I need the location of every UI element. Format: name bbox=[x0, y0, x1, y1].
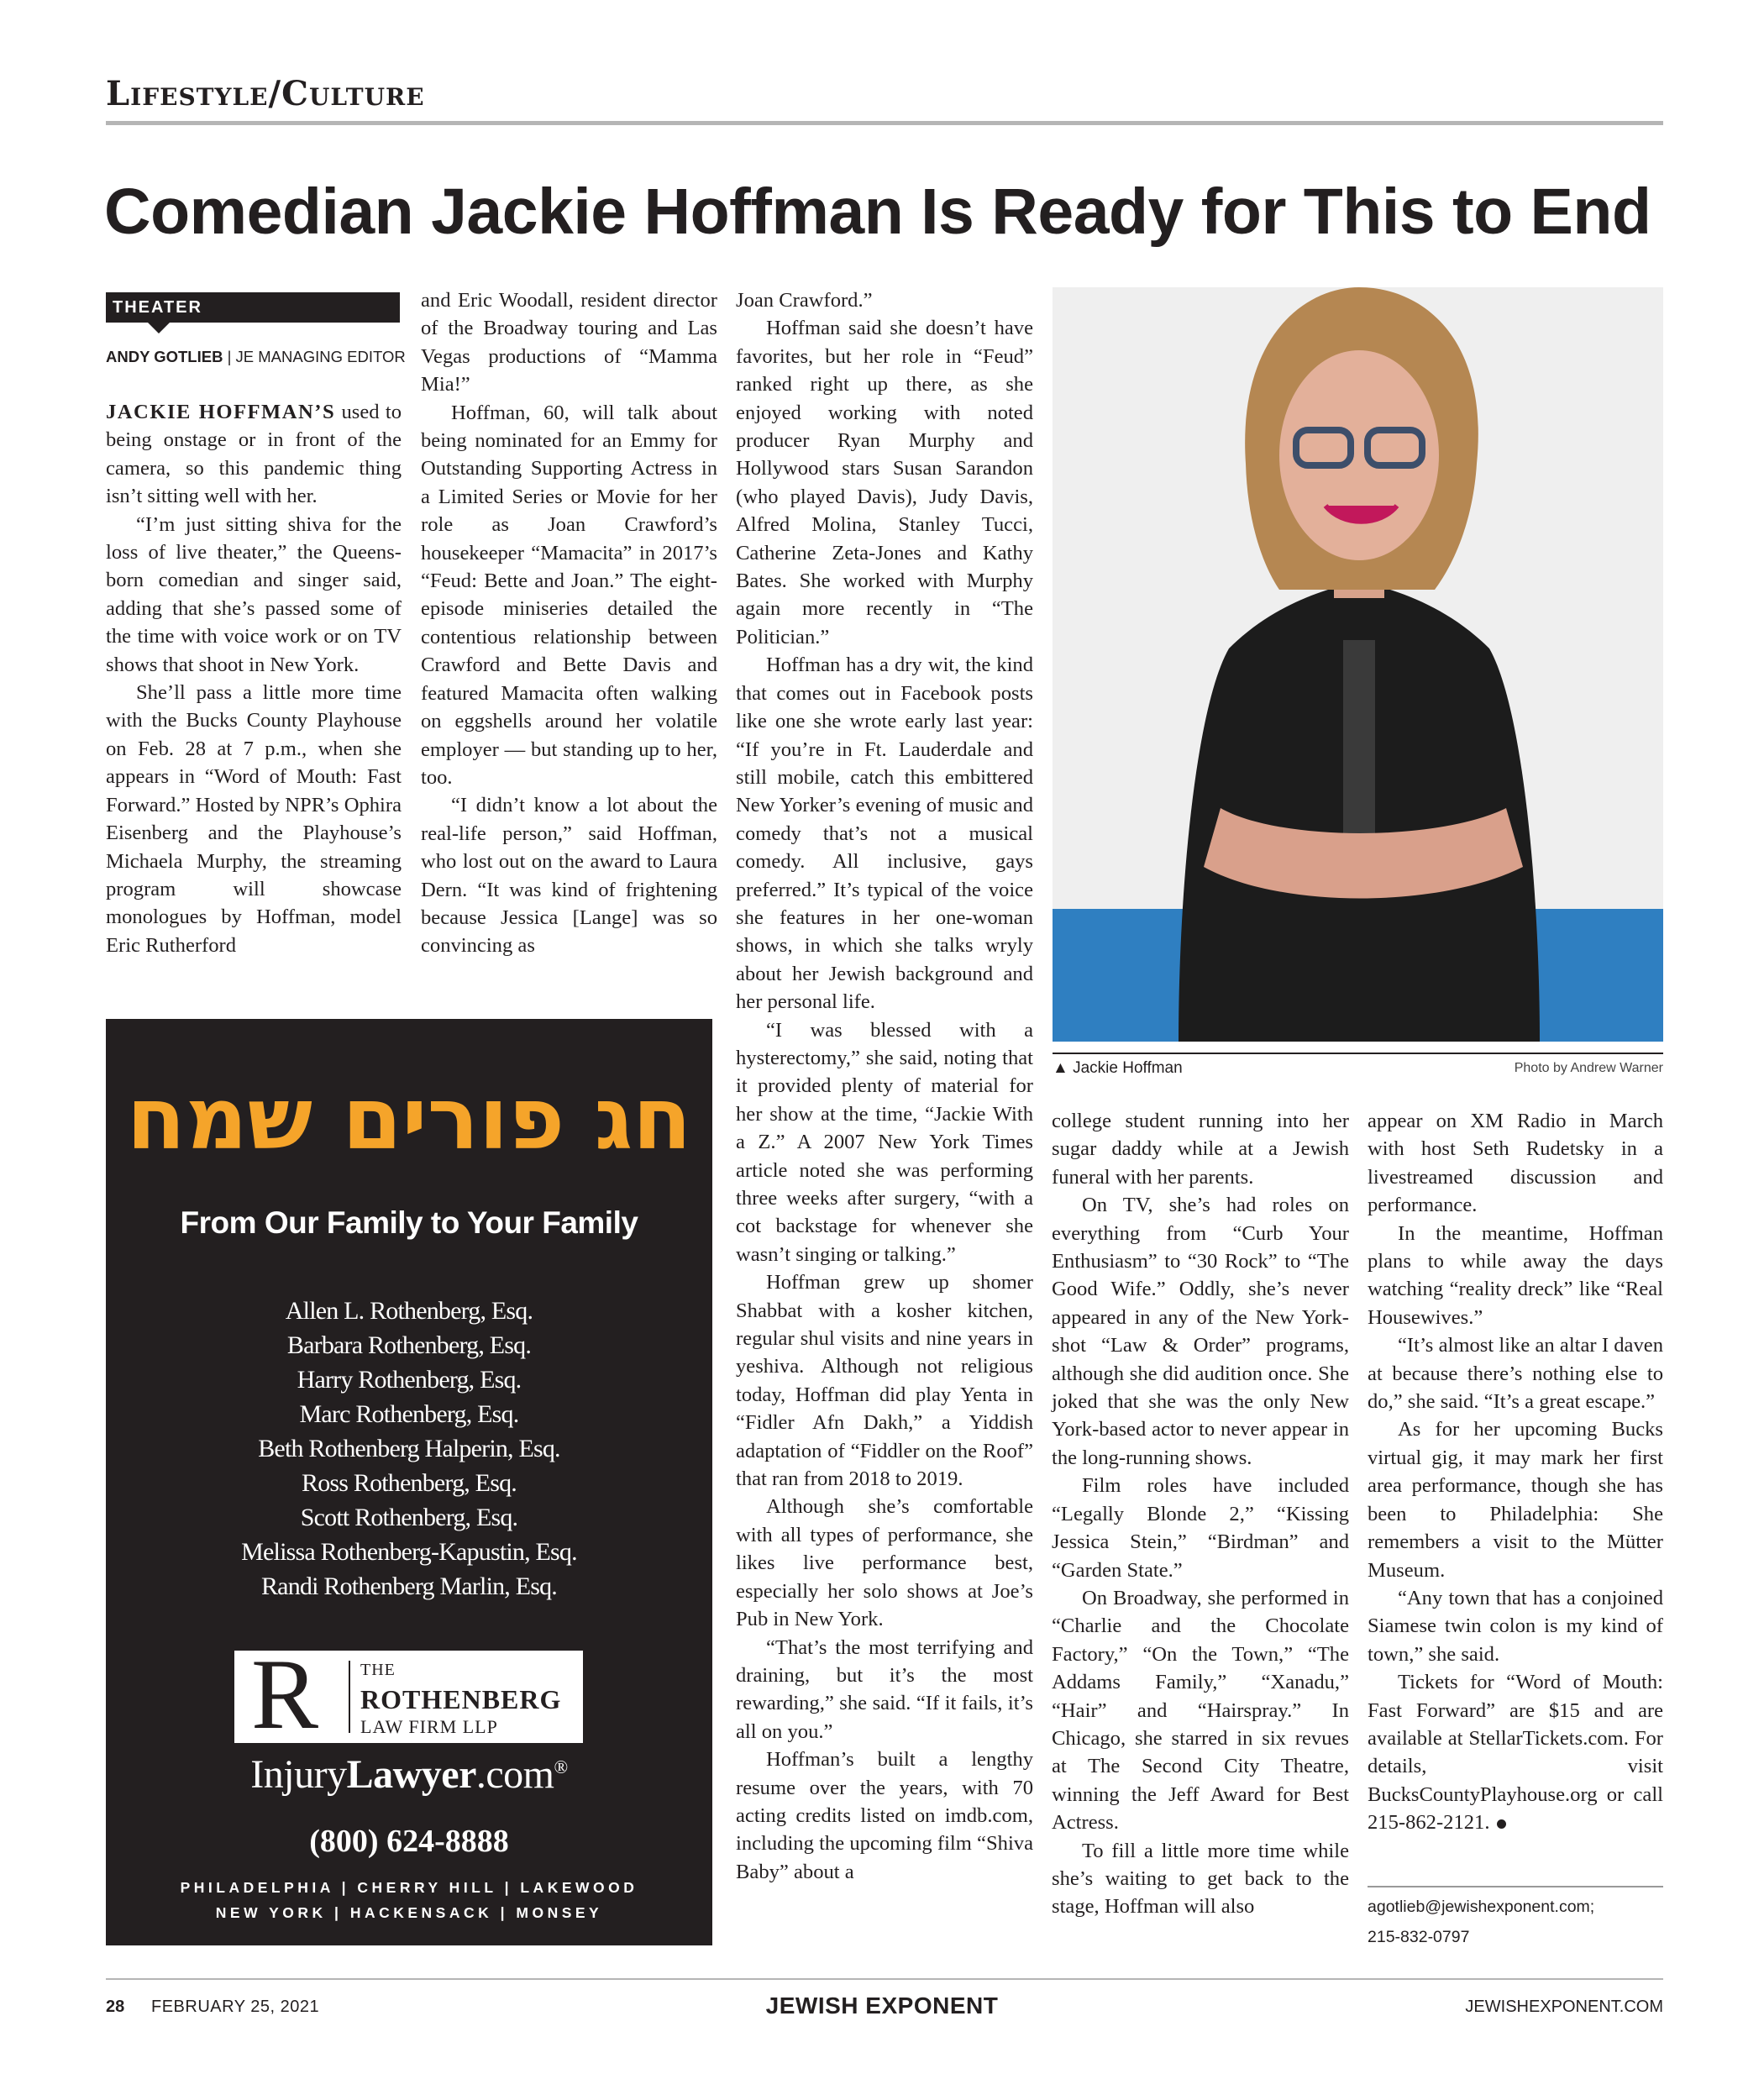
article-paragraph: To fill a little more time while she’s waiting to get back to the stage, Hoffman will also bbox=[1052, 1839, 1349, 1919]
author-email: agotlieb@jewishexponent.com; bbox=[1368, 1898, 1595, 1916]
author-contact bbox=[1368, 1892, 1594, 1952]
lead-paragraph-text: used to being onstage or in front of the camera, so this pandemic thing isn’t sitting well with her. bbox=[106, 401, 402, 508]
registered-mark: ® bbox=[554, 1756, 568, 1777]
article-paragraph: appear on XM Radio in March with host Seth Rudetsky in a livestreamed discussion and performance. bbox=[1368, 1110, 1663, 1217]
article-paragraph: Joan Crawford.” bbox=[736, 289, 873, 312]
article-paragraph bbox=[106, 398, 402, 511]
article-paragraph: Film roles have included “Legally Blonde 2,” “Kissing Jessica Stein,” “Birdman” and “Garden State.” bbox=[1052, 1474, 1349, 1582]
article-paragraph: Hoffman said she doesn’t have favorites, but her role in “Feud” ranked right up there, as she enjoyed working with noted producer Ryan Murphy and Hollywood stars Susan Sarandon (who played Davis), Judy Davis, Alfred Molina, Stanley Tucci, Catherine Zeta-Jones and Kathy Bates. She worked with Murphy again more recently in “The Politician.” bbox=[736, 317, 1033, 648]
ad-phone: (800) 624-8888 bbox=[309, 1824, 509, 1859]
end-mark-icon bbox=[1497, 1819, 1506, 1829]
article-paragraph: college student running into her sugar daddy while at a Jewish funeral with her parents. bbox=[1052, 1110, 1349, 1189]
byline bbox=[106, 348, 406, 366]
photo-caption-text: Jackie Hoffman bbox=[1073, 1059, 1183, 1077]
logo-the: THE bbox=[360, 1661, 396, 1679]
article-column-5 bbox=[1368, 1107, 1663, 1837]
footer-rule bbox=[106, 1978, 1663, 1980]
byline-author: ANDY GOTLIEB bbox=[106, 348, 223, 365]
article-paragraph: “It’s almost like an altar I daven at because there’s nothing else to do,” she said. “It’s a great escape.” bbox=[1368, 1334, 1663, 1414]
article-paragraph: She’ll pass a little more time with the Bucks County Playhouse on Feb. 28 at 7 p.m., when she appears in “Word of Mouth: Fast Forward.” Hosted by NPR’s Ophira Eisenberg and the Playhouse’s Michaela Murphy, the streaming program will showcase monologues by Hoffman, model Eric Rutherford bbox=[106, 681, 402, 957]
portrait-photo bbox=[1053, 287, 1663, 1042]
section-rule bbox=[106, 121, 1663, 125]
contact-rule bbox=[1368, 1886, 1663, 1887]
article-paragraph: and Eric Woodall, resident director of the Broadway touring and Las Vegas productions of “Mamma Mia!” bbox=[421, 289, 717, 396]
ad-url-part: Injury bbox=[250, 1752, 347, 1797]
ad-name-list bbox=[106, 1294, 712, 1604]
logo-subtitle: LAW FIRM LLP bbox=[360, 1716, 498, 1737]
logo-name: ROTHENBERG bbox=[360, 1684, 562, 1714]
article-paragraph: Hoffman has a dry wit, the kind that comes out in Facebook posts like one she wrote early last year: “If you’re in Ft. Lauderdale and still mobile, catch this embittered New Yorker’s evening of music and comedy that’s not a musical comedy. All inclusive, gays preferred.” It’s typical of the voice she features in her one-woman shows, in which she talks wryly about her Jewish background and her personal life. bbox=[736, 654, 1033, 1014]
ad-name: Harry Rothenberg, Esq. bbox=[297, 1366, 522, 1394]
ad-name: Randi Rothenberg Marlin, Esq. bbox=[260, 1572, 558, 1600]
kicker-notch bbox=[148, 323, 170, 333]
publication-name: JEWISH EXPONENT bbox=[765, 1992, 999, 2019]
article-paragraph: “I was blessed with a hysterectomy,” she said, noting that it provided plenty of material for her show at the time, “Jackie With a Z.” A 2007 New York Times article noted she was performing three weeks after surgery, “with a cot backstage for whenever she wasn’t singing or talking.” bbox=[736, 1018, 1033, 1266]
article-paragraph: “I’m just sitting shiva for the loss of live theater,” the Queens-born comedian and singer said, adding that she’s passed some of the time with voice work or on TV shows that shoot in New York. bbox=[106, 512, 402, 676]
article-paragraph: Although she’s comfortable with all types of performance, she likes live performance best, especially her solo shows at Joe’s Pub in New York. bbox=[736, 1495, 1033, 1631]
kicker-label: THEATER bbox=[106, 292, 400, 323]
article-paragraph: Hoffman grew up shomer Shabbat with a kosher kitchen, regular shul visits and nine years in yeshiva. Although not religious today, Hoffman did play Yenta in “Fidler Afn Dakh,” a Yiddish adaptation of “Fiddler on the Roof” that ran from 2018 to 2019. bbox=[736, 1271, 1033, 1491]
article-column-3 bbox=[736, 286, 1033, 1886]
lead-in: JACKIE HOFFMAN’S bbox=[106, 401, 336, 423]
article-paragraph: “That’s the most terrifying and draining, but it’s the most rewarding,” she said. “If it fails, it’s all on you.” bbox=[736, 1635, 1033, 1743]
ad-name: Allen L. Rothenberg, Esq. bbox=[285, 1297, 533, 1325]
article-paragraph: Hoffman’s built a lengthy resume over the years, with 70 acting credits listed on imdb.com, including the upcoming film “Shiva Baby” about a bbox=[736, 1748, 1033, 1883]
headline: Comedian Jackie Hoffman Is Ready for This to End bbox=[104, 176, 1651, 248]
ad-office-cities: NEW YORK | HACKENSACK | MONSEY bbox=[215, 1904, 603, 1921]
photo-credit: Photo by Andrew Warner bbox=[1514, 1061, 1663, 1075]
article-column-1 bbox=[106, 398, 402, 959]
article-paragraph: On TV, she’s had roles on everything from “Curb Your Enthusiasm” to “30 Rock” to “The Good Wife.” Oddly, she’s never appeared in any of the New York-shot “Law & Order” programs, although she did audition once. She joked that she was the only New York-based actor to never appear in the long-running shows. bbox=[1052, 1194, 1349, 1469]
article-column-2 bbox=[421, 286, 717, 960]
article-paragraph: On Broadway, she performed in “Charlie and the Chocolate Factory,” “On the Town,” “The Addams Family,” “Xanadu,” “Hair” and “Hairspray.” In Chicago, she starred in six revues at The Second City Theatre, winning the Jeff Award for Best Actress. bbox=[1052, 1586, 1349, 1835]
closing-paragraph-text: Tickets for “Word of Mouth: Fast Forward” are $15 and are available at StellarTickets.com. For details, visit BucksCountyPlayhouse.org or call 215-862-2121. bbox=[1368, 1671, 1663, 1835]
article-column-4 bbox=[1052, 1107, 1349, 1921]
triangle-icon: ▲ bbox=[1053, 1059, 1074, 1077]
ad-name: Ross Rothenberg, Esq. bbox=[302, 1469, 517, 1497]
ad-name: Melissa Rothenberg-Kapustin, Esq. bbox=[241, 1538, 577, 1566]
article-paragraph: As for her upcoming Bucks virtual gig, it may mark her first area performance, though she has been to Philadelphia: She remembers a visit to the Mütter Museum. bbox=[1368, 1418, 1663, 1582]
ad-url-part: .com bbox=[475, 1752, 554, 1797]
ad-office-cities: PHILADELPHIA | CHERRY HILL | LAKEWOOD bbox=[180, 1879, 638, 1896]
byline-role: | JE MANAGING EDITOR bbox=[223, 348, 406, 365]
portrait-illustration bbox=[1053, 287, 1663, 1042]
page-number: 28 bbox=[106, 1998, 125, 2016]
photo-caption bbox=[1053, 1059, 1183, 1078]
article-paragraph: Hoffman, 60, will talk about being nominated for an Emmy for Outstanding Supporting Actress in a Limited Series or Movie for her role as Joan Crawford’s housekeeper “Mamacita” in 2017’s “Feud: Bette and Joan.” The eight-episode miniseries detailed the contentious relationship between Crawford and Bette Davis and featured Mamacita often walking on eggshells around her volatile employer — but standing up to her, too. bbox=[421, 401, 717, 789]
ad-subtitle: From Our Family to Your Family bbox=[180, 1205, 638, 1240]
issue-date: FEBRUARY 25, 2021 bbox=[151, 1998, 320, 2016]
article-paragraph bbox=[1368, 1668, 1663, 1836]
ad-url-part: Lawyer bbox=[346, 1752, 476, 1797]
article-paragraph: “I didn’t know a lot about the real-life person,” said Hoffman, who lost out on the award to Laura Dern. “It was kind of frightening because Jessica [Lange] was so convincing as bbox=[421, 794, 717, 958]
caption-rule bbox=[1053, 1053, 1663, 1054]
ad-name: Beth Rothenberg Halperin, Esq. bbox=[258, 1435, 560, 1462]
article-paragraph: In the meantime, Hoffman plans to while away the days watching “reality dreck” like “Real Housewives.” bbox=[1368, 1221, 1663, 1329]
author-phone: 215-832-0797 bbox=[1368, 1928, 1470, 1946]
law-firm-logo bbox=[234, 1638, 583, 1750]
ad-website-link[interactable] bbox=[106, 1751, 712, 1798]
logo-divider bbox=[349, 1661, 350, 1733]
advertisement[interactable] bbox=[106, 1019, 712, 1945]
ad-hebrew-greeting: חג פורים שמח bbox=[126, 1069, 692, 1169]
article-paragraph: “Any town that has a conjoined Siamese twin colon is my kind of town,” she said. bbox=[1368, 1586, 1663, 1666]
ad-name: Barbara Rothenberg, Esq. bbox=[286, 1331, 532, 1359]
logo-initial: R bbox=[251, 1638, 319, 1750]
ad-name: Scott Rothenberg, Esq. bbox=[300, 1504, 518, 1531]
publication-website: JEWISHEXPONENT.COM bbox=[1465, 1998, 1663, 2016]
ad-name: Marc Rothenberg, Esq. bbox=[299, 1400, 519, 1428]
section-title: Lifestyle/Culture bbox=[106, 74, 425, 113]
